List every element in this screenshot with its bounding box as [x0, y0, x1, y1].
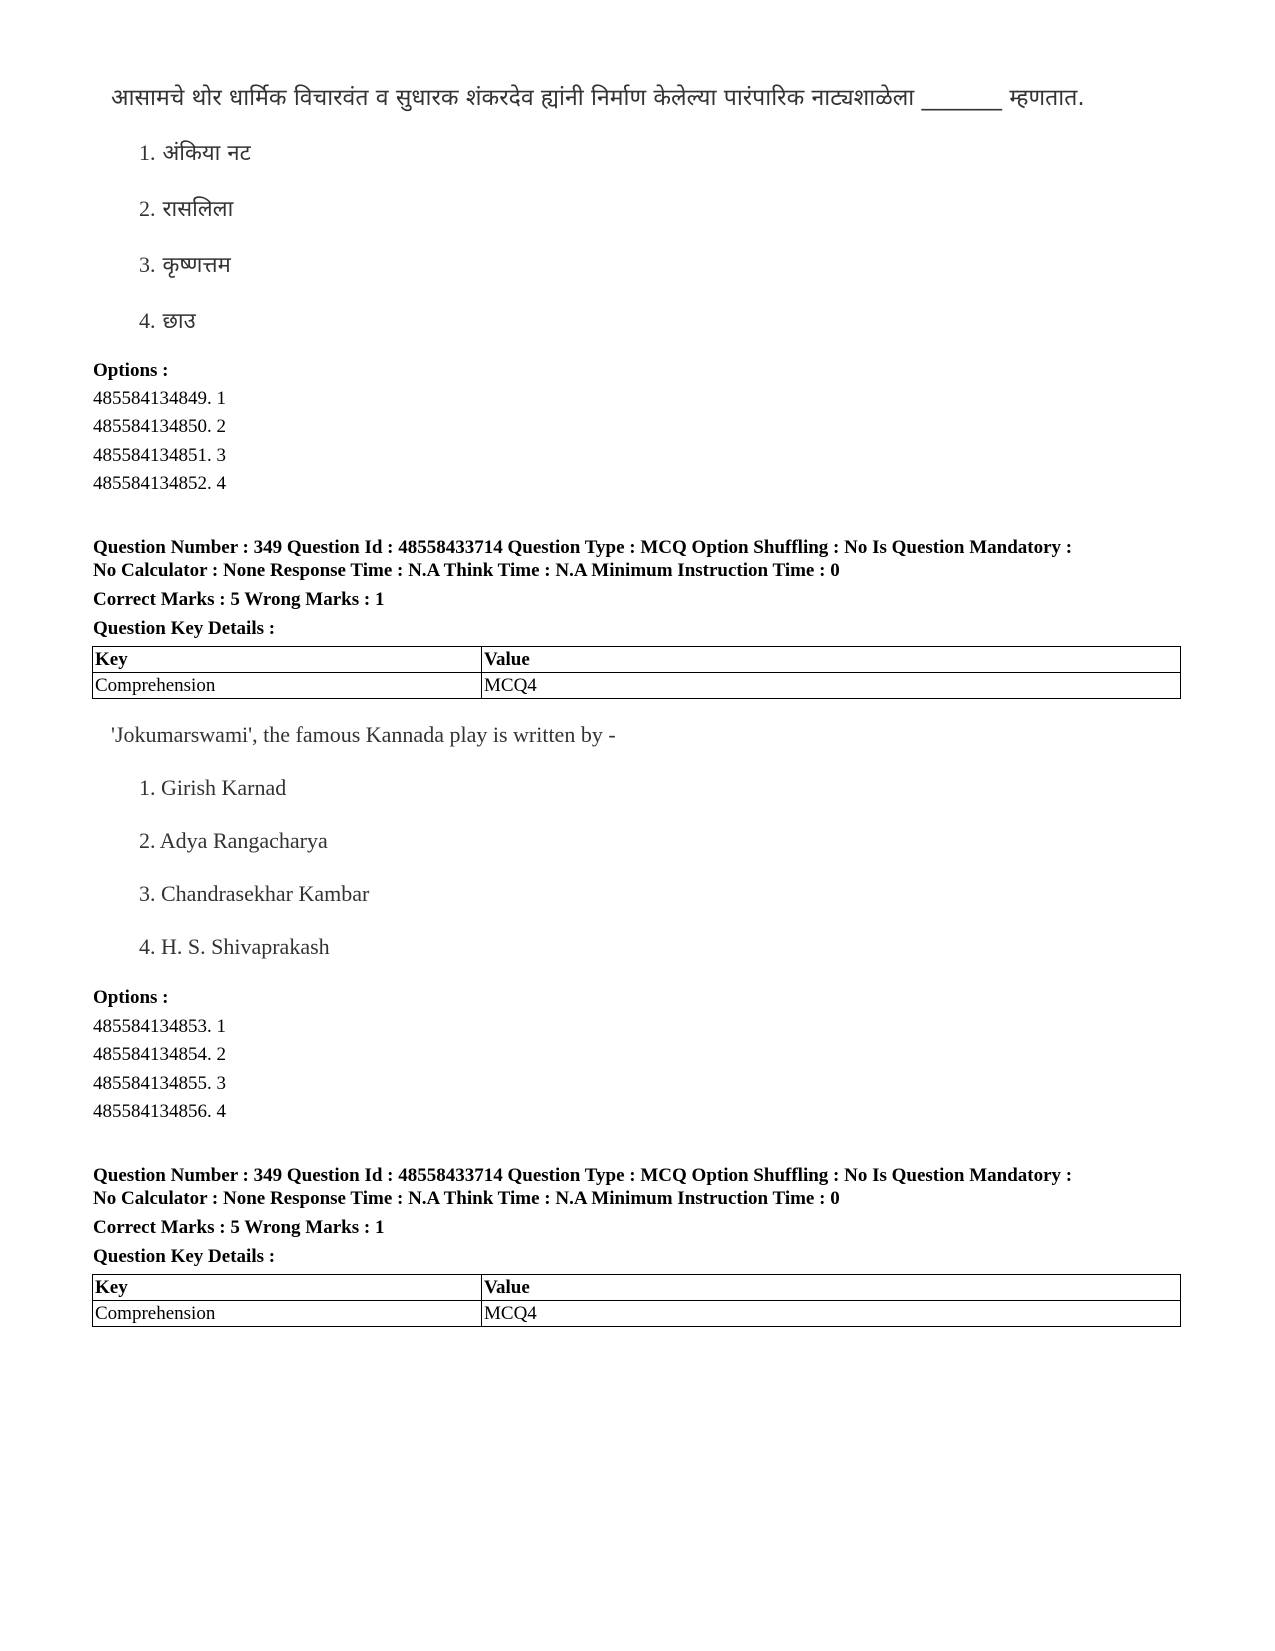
question-2-choice-3: [139, 881, 369, 907]
option-line: 485584134849. 1: [93, 388, 226, 409]
option-line: 485584134853. 1: [93, 1016, 226, 1037]
option-line: 485584134850. 2: [93, 416, 226, 437]
choice-number: 1.: [139, 775, 156, 800]
key-details-label: Question Key Details :: [93, 1246, 276, 1267]
question-1-choice-4: [139, 305, 196, 335]
choice-number: 4.: [139, 934, 156, 959]
choice-number: 3.: [139, 881, 156, 906]
question-2-choice-2: [139, 828, 328, 854]
key-details-table: [92, 1274, 1181, 1327]
table-header-key: Key: [93, 647, 482, 673]
question-meta-line-1: Question Number : 349 Question Id : 48558433714 Question Type : MCQ Option Shuffling : No Is Question Mandatory :: [93, 537, 1073, 558]
table-header-key: Key: [93, 1275, 482, 1301]
choice-number: 2.: [139, 828, 156, 853]
table-header-row: [93, 1275, 1181, 1301]
choice-text: छाउ: [162, 309, 196, 334]
table-cell-key: Comprehension: [93, 673, 482, 699]
choice-text: अंकिया नट: [162, 141, 251, 166]
key-details-label: Question Key Details :: [93, 618, 276, 639]
question-1-choice-2: [139, 193, 233, 223]
table-header-row: [93, 647, 1181, 673]
choice-number: 2.: [139, 196, 156, 221]
option-line: 485584134855. 3: [93, 1073, 226, 1094]
question-1-choice-1: [139, 137, 251, 167]
choice-number: 4.: [139, 308, 156, 333]
question-meta-line-2: No Calculator : None Response Time : N.A Think Time : N.A Minimum Instruction Time : 0: [93, 1188, 840, 1209]
table-row: [93, 673, 1181, 699]
options-label: Options :: [93, 360, 169, 381]
question-1-stem: आसामचे थोर धार्मिक विचारवंत व सुधारक शंकरदेव ह्यांनी निर्माण केलेल्या पारंपारिक नाट्यशाळेला _______ म्हणतात.: [111, 85, 1085, 111]
question-2-choice-4: [139, 934, 330, 960]
table-cell-value: MCQ4: [482, 1301, 1181, 1327]
choice-text: Girish Karnad: [161, 775, 287, 800]
question-1-choice-3: [139, 249, 231, 279]
question-2-stem: 'Jokumarswami', the famous Kannada play is written by -: [111, 722, 616, 747]
choice-text: H. S. Shivaprakash: [161, 934, 330, 959]
option-line: 485584134851. 3: [93, 445, 226, 466]
choice-text: रासलिला: [162, 197, 234, 222]
table-header-value: Value: [482, 647, 1181, 673]
question-meta-line-2: No Calculator : None Response Time : N.A Think Time : N.A Minimum Instruction Time : 0: [93, 560, 840, 581]
table-header-value: Value: [482, 1275, 1181, 1301]
choice-text: कृष्णत्तम: [162, 253, 231, 278]
option-line: 485584134856. 4: [93, 1101, 226, 1122]
question-2-choice-1: [139, 775, 286, 801]
table-row: [93, 1301, 1181, 1327]
table-cell-value: MCQ4: [482, 673, 1181, 699]
choice-text: Adya Rangacharya: [159, 828, 328, 853]
choice-number: 1.: [139, 140, 156, 165]
marks-line: Correct Marks : 5 Wrong Marks : 1: [93, 1217, 385, 1238]
options-label: Options :: [93, 987, 169, 1008]
table-cell-key: Comprehension: [93, 1301, 482, 1327]
option-line: 485584134854. 2: [93, 1044, 226, 1065]
key-details-table: [92, 646, 1181, 699]
question-meta-line-1: Question Number : 349 Question Id : 48558433714 Question Type : MCQ Option Shuffling : No Is Question Mandatory :: [93, 1165, 1073, 1186]
choice-number: 3.: [139, 252, 156, 277]
option-line: 485584134852. 4: [93, 473, 226, 494]
choice-text: Chandrasekhar Kambar: [161, 881, 370, 906]
marks-line: Correct Marks : 5 Wrong Marks : 1: [93, 589, 385, 610]
